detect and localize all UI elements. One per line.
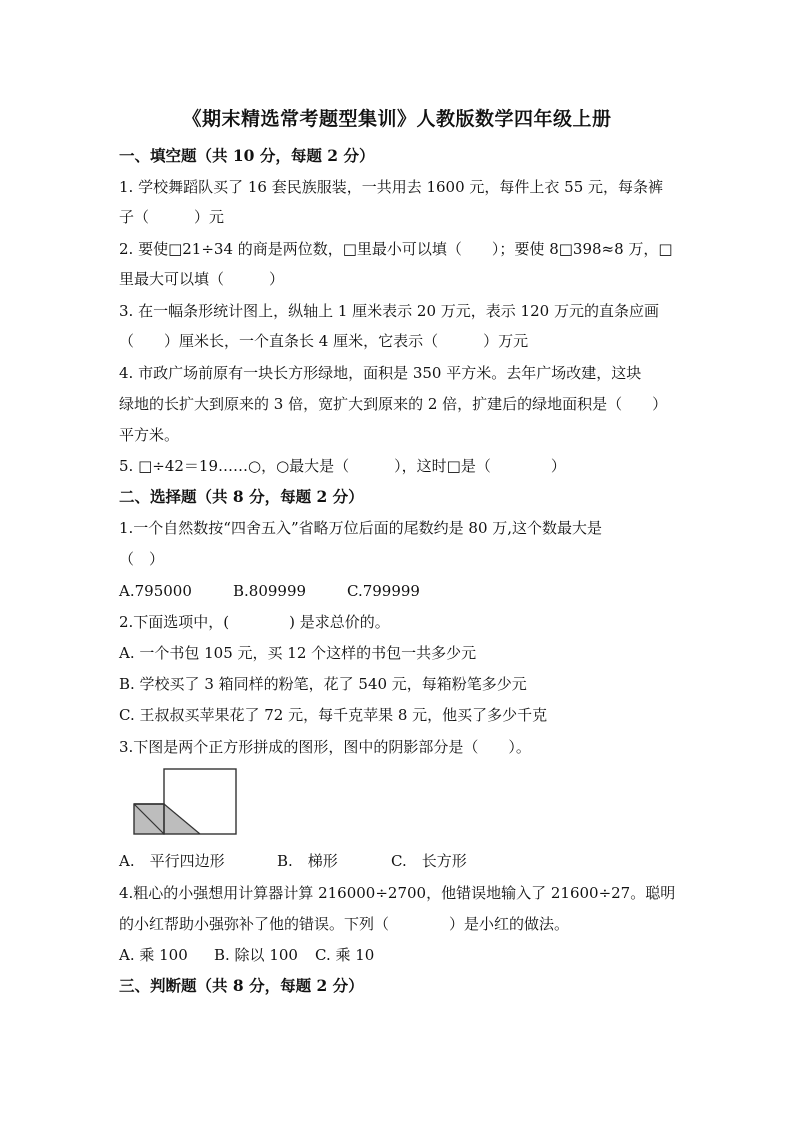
choice-q4-line1: 4.粗心的小强想用计算器计算 216000÷2700，他错误地输入了 21600÷27。聪明 — [119, 884, 676, 902]
fill-q2-line2: 里最大可以填（ ） — [119, 270, 285, 288]
choice-q3-option-b[interactable]: B. 梯形 — [277, 852, 338, 870]
choice-q4-option-c[interactable]: C. 乘 10 — [315, 946, 375, 964]
choice-q2-option-b[interactable]: B. 学校买了 3 箱同样的粉笔，花了 540 元，每箱粉笔多少元 — [119, 675, 527, 693]
choice-q4-option-b[interactable]: B. 除以 100 — [214, 946, 298, 964]
choice-q3-line1: 3.下图是两个正方形拼成的图形，图中的阴影部分是（ ）。 — [119, 738, 531, 756]
choice-q1-option-a[interactable]: A.795000 — [119, 582, 192, 600]
fill-q4-line3: 平方米。 — [119, 426, 180, 444]
choice-q3-option-a[interactable]: A. 平行四边形 — [119, 852, 225, 870]
shaded-region — [134, 804, 200, 834]
fill-q5-line1: 5. □÷42＝19……○，○最大是（ ），这时□是（ ） — [119, 457, 566, 475]
page-title: 《期末精选常考题型集训》人教版数学四年级上册 — [182, 108, 612, 130]
choice-q2-option-a[interactable]: A. 一个书包 105 元，买 12 个这样的书包一共多少元 — [119, 644, 477, 662]
two-squares-figure — [133, 768, 241, 836]
choice-q2-option-c[interactable]: C. 王叔叔买苹果花了 72 元，每千克苹果 8 元，他买了多少千克 — [119, 706, 548, 724]
fill-q4-line2: 绿地的长扩大到原来的 3 倍，宽扩大到原来的 2 倍，扩建后的绿地面积是（ ） — [119, 395, 668, 413]
fill-q4-line1: 4. 市政广场前原有一块长方形绿地，面积是 350 平方米。去年广场改建，这块 — [119, 364, 642, 382]
section-heading-choice: 二、选择题（共 8 分，每题 2 分） — [119, 487, 364, 506]
choice-q4-line2: 的小红帮助小强弥补了他的错误。下列（ ）是小红的做法。 — [119, 915, 570, 933]
fill-q1-line2: 子（ ）元 — [119, 208, 225, 226]
section-heading-judge: 三、判断题（共 8 分，每题 2 分） — [119, 976, 364, 995]
fill-q3-line2: （ ）厘米长，一个直条长 4 厘米，它表示（ ）万元 — [119, 332, 529, 350]
choice-q1-line1: 1.一个自然数按“四舍五入”省略万位后面的尾数约是 80 万,这个数最大是 — [119, 519, 603, 537]
choice-q1-line2: （ ） — [119, 550, 165, 568]
fill-q3-line1: 3. 在一幅条形统计图上，纵轴上 1 厘米表示 20 万元，表示 120 万元的直条应画 — [119, 302, 659, 320]
fill-q1-line1: 1. 学校舞蹈队买了 16 套民族服装，一共用去 1600 元，每件上衣 55 元，每条裤 — [119, 178, 664, 196]
choice-q3-option-c[interactable]: C. 长方形 — [391, 852, 467, 870]
fill-q2-line1: 2. 要使□21÷34 的商是两位数，□里最小可以填（ ）；要使 8□398≈8 万，□ — [119, 240, 673, 258]
choice-q4-option-a[interactable]: A. 乘 100 — [119, 946, 188, 964]
choice-q1-options — [119, 581, 420, 601]
choice-q1-option-c[interactable]: C.799999 — [347, 582, 420, 600]
choice-q4-options — [119, 945, 374, 965]
choice-q3-options — [119, 851, 467, 871]
choice-q1-option-b[interactable]: B.809999 — [233, 582, 307, 600]
choice-q2-line1: 2.下面选项中，( ) 是求总价的。 — [119, 613, 390, 631]
section-heading-fill: 一、填空题（共 10 分，每题 2 分） — [119, 146, 375, 165]
